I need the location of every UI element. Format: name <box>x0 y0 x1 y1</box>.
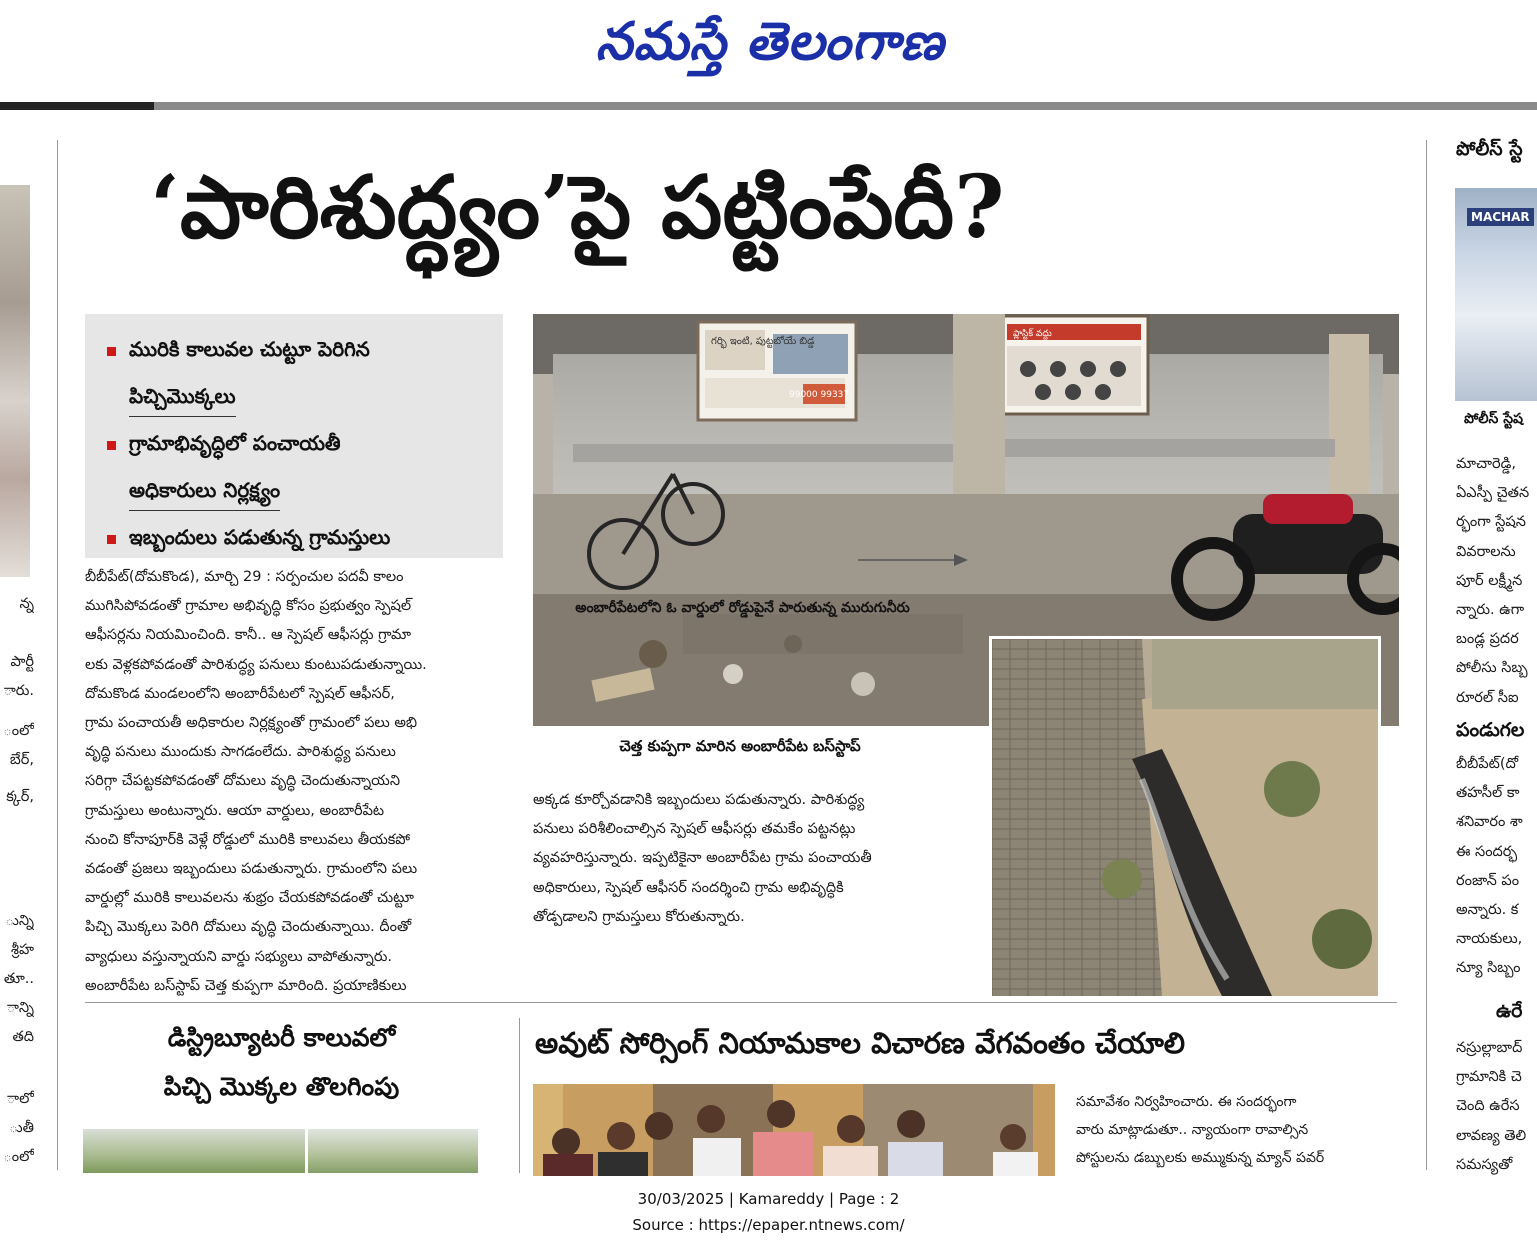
right-line: శనివారం శా <box>1456 814 1523 831</box>
poster-text: 99000 99337 <box>789 390 850 400</box>
highlight-line: మురికి కాలువల చుట్టూ పెరిగిన <box>129 337 370 361</box>
left-fragment: తూ.. <box>3 971 34 987</box>
body-line: దోమకొండ మండలంలోని అంబారీపేటలో స్పెషల్ ఆఫీసర్, <box>85 685 395 702</box>
masthead-logo: నమస్తే తెలంగాణ <box>595 11 945 72</box>
body-line: వ్యవహరిస్తున్నారు. ఇప్పటికైనా అంబారీపేట గ్రామ పంచాయతీ <box>533 850 872 867</box>
body-line: అంబారీపేట బస్‌స్టాప్ చెత్త కుప్పగా మారింది. ప్రయాణికులు <box>85 977 407 994</box>
highlights-box <box>85 314 503 558</box>
article-body-left <box>85 563 505 1001</box>
highlight-line: అధికారులు నిర్లక్ష్యం <box>129 470 280 511</box>
body-line: వృద్ధి పనులు ముందుకు సాగడంలేదు. పారిశుద్ధ్య పనులు <box>85 744 396 761</box>
body-line: పోస్టులను డబ్బులకు అమ్ముకున్న మ్యాన్ పవర్ <box>1076 1150 1325 1166</box>
body-line: పనులు పరిశీలించాల్సిన స్పెషల్ ఆఫీసర్లు తమకేం పట్టనట్లు <box>533 821 856 838</box>
left-fragment: శ్రీహ <box>11 942 34 958</box>
footer-source-link[interactable]: Source : https://epaper.ntnews.com/ <box>632 1216 905 1234</box>
right-line: మాచారెడ్డి, <box>1456 456 1516 472</box>
footer-edition-info: 30/03/2025 | Kamareddy | Page : 2 <box>637 1190 900 1208</box>
main-headline: ‘పారిశుద్ధ్యం’పై పట్టింపేదీ? <box>150 157 1005 258</box>
body-line: సరిగ్గా చేపట్టకపోవడంతో దోమలు వృద్ధి చెందుతున్నాయని <box>85 773 401 790</box>
right-line: నస్రుల్లాబాద్ <box>1456 1040 1523 1056</box>
body-line: గ్రామ పంచాయతీ అధికారుల నిర్లక్ష్యంతో గ్రామంలో పలు అభి <box>85 715 418 732</box>
right-photo <box>1455 188 1537 401</box>
right-line: నాయకులు, <box>1456 931 1523 948</box>
body-line: ముగిసిపోవడంతో గ్రామాల అభివృద్ధి కోసం ప్రభుత్వం స్పెషల్ <box>85 598 412 615</box>
highlight-line: పిచ్చిమొక్కలు <box>129 376 236 417</box>
right-column-text-2 <box>1456 750 1537 984</box>
poster-text: ప్లాస్టిక్ వద్దు <box>1013 329 1052 339</box>
highlight-item <box>105 420 489 514</box>
masthead-rule-dark <box>0 102 154 110</box>
body-line: వడంతో ప్రజలు ఇబ్బందులు పడుతున్నారు. గ్రామంలోని పలు <box>85 861 418 878</box>
center-column-rule <box>519 1018 520 1173</box>
right-line: లావణ్య తెలి <box>1456 1127 1527 1144</box>
right-line: చెంది ఉరేస <box>1456 1098 1520 1115</box>
left-fragment: ున్ని <box>5 913 34 929</box>
right-line: తహసీల్ కా <box>1456 785 1520 802</box>
right-line: అన్నారు. క <box>1456 902 1519 919</box>
right-line: ఏఎస్పీ చైతన <box>1456 485 1530 502</box>
highlight-line: గ్రామాభివృద్ధిలో పంచాయతీ <box>129 431 341 455</box>
story2-photo-left <box>83 1129 305 1173</box>
left-fragment: ాలో <box>6 1091 34 1107</box>
body-line: సమావేశం నిర్వహించారు. ఈ సందర్భంగా <box>1076 1094 1297 1110</box>
caption-arrow <box>856 550 971 570</box>
body-line: ఆఫీసర్లను నియమించింది. కానీ.. ఆ స్పెషల్ ఆఫీసర్లు గ్రామా <box>85 627 412 644</box>
right-line: న్యూ సిబ్బం <box>1456 960 1521 977</box>
left-edge-photo <box>0 185 30 577</box>
right-line: సమస్యతో <box>1456 1156 1513 1173</box>
right-line: ర్భంగా స్టేషన <box>1456 514 1526 531</box>
highlight-item <box>105 514 489 561</box>
article-body-right <box>533 786 953 932</box>
highlight-item <box>105 326 489 420</box>
masthead <box>0 0 1537 100</box>
group-photo-illustration <box>533 1084 1055 1176</box>
right-line: రంజాన్ పం <box>1456 872 1520 889</box>
right-line: వివరాలను <box>1456 543 1516 560</box>
body-line: వార్డుల్లో మురికి కాలువలను శుభ్రం చేయకపోవడంతో చుట్టూ <box>85 890 414 907</box>
poster-text: గర్భి ఇంటి, పుట్టబోయే బిడ్డ <box>711 336 815 347</box>
left-fragment: క్కర్, <box>6 789 34 805</box>
right-photo-caption: పోలీస్ స్టేష <box>1464 411 1524 427</box>
story3-group-photo <box>533 1084 1055 1176</box>
story3-body <box>1076 1088 1398 1172</box>
story2-photo-right <box>308 1129 478 1173</box>
body-line: అక్కడ కూర్చోవడానికి ఇబ్బందులు పడుతున్నారు. పారిశుద్ధ్య <box>533 792 865 808</box>
right-headline-3: ఉరే <box>1496 1000 1523 1022</box>
left-fragment: ాన్ని <box>6 1000 34 1016</box>
drain-photo <box>989 636 1381 999</box>
body-line: తోడ్పడాలని గ్రామస్తులు కోరుతున్నారు. <box>533 908 745 925</box>
right-column-rule <box>1426 140 1427 1170</box>
right-line: న్నారు. ఉగా <box>1456 602 1525 619</box>
body-line: గ్రామస్తులు అంటున్నారు. ఆయా వార్డులు, అంబారీపేట <box>85 802 385 819</box>
right-line: ఈ సందర్భ <box>1456 843 1518 860</box>
story2-headline-line2: పిచ్చి మొక్కల తొలగింపు <box>163 1072 400 1101</box>
left-fragment: తది <box>12 1029 34 1045</box>
highlight-line: ఇబ్బందులు పడుతున్న గ్రామస్తులు <box>129 525 391 549</box>
left-fragment: ారు. <box>3 683 34 699</box>
left-column-rule <box>57 140 58 1170</box>
page-footer <box>0 1186 1537 1238</box>
body-line: బీబీపేట్(దోమకొండ), మార్చి 29 : సర్పంచుల పదవీ కాలం <box>85 569 404 585</box>
body-line: నుంచి కోనాపూర్‌కి వెళ్లే రోడ్డులో మురికి కాలువలు తీయకపో <box>85 831 411 848</box>
body-line: లకు వెళ్లకపోవడంతో పారిశుద్ధ్య పనులు కుంటుపడుతున్నాయి. <box>85 656 427 673</box>
right-line: బండ్ల ప్రదర <box>1456 631 1519 648</box>
masthead-rule-gray <box>154 102 1537 110</box>
body-line: పిచ్చి మొక్కలు పెరిగి దోమలు వృద్ధి చెందుతున్నాయి. దీంతో <box>85 919 412 936</box>
left-fragment: ుతీ <box>9 1120 34 1136</box>
drain-illustration <box>992 639 1378 996</box>
bus-stop-caption: చెత్త కుప్పగా మారిన అంబారీపేట బస్‌స్టాప్ <box>619 737 861 755</box>
right-line: పోలీసు సిబ్బ <box>1456 660 1528 677</box>
right-column-text-3 <box>1456 1034 1537 1180</box>
story3-headline: అవుట్ సోర్సింగ్ నియామకాల విచారణ వేగవంతం చేయాలి <box>535 1026 1186 1060</box>
body-line: వారు మాట్లాడుతూ.. న్యాయంగా రావాల్సిన <box>1076 1122 1309 1138</box>
right-line: బీబీపేట్(దో <box>1456 756 1519 772</box>
drain-caption: అంబారీపేటలోని ఓ వార్డులో రోడ్డుపైనే పారుతున్న మురుగునీరు <box>575 600 910 616</box>
left-fragment: న్న <box>19 596 34 612</box>
body-line: వ్యాధులు వస్తున్నాయని వార్డు సభ్యులు వాపోతున్నారు. <box>85 948 393 965</box>
left-fragment: ంలో <box>3 723 34 739</box>
right-headline-2: పండుగల <box>1456 719 1525 741</box>
right-line: గ్రామానికి చె <box>1456 1069 1522 1086</box>
section-rule <box>85 1002 1397 1003</box>
left-fragment: బేర్, <box>9 752 34 768</box>
right-headline: పోలీస్ స్టే <box>1456 138 1523 160</box>
right-column-text <box>1456 450 1537 713</box>
right-line: పూర్ లక్ష్మీన <box>1456 572 1523 589</box>
right-line: రూరల్ సీఐ <box>1456 689 1519 706</box>
story2-headline-line1: డిస్ట్రిబ్యూటరీ కాలువలో <box>167 1023 396 1052</box>
body-line: అధికారులు, స్పెషల్ ఆఫీసర్ సందర్శించి గ్రామ అభివృద్ధికి <box>533 879 844 896</box>
right-photo-label: MACHAR <box>1467 208 1534 226</box>
left-fragment: ంలో <box>3 1149 34 1165</box>
left-fragment: పార్టీ <box>10 654 34 670</box>
